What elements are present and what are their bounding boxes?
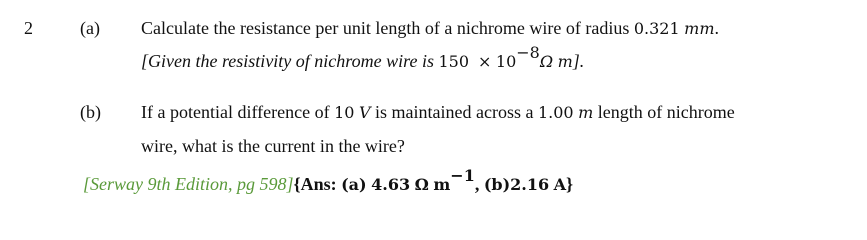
voltage-unit: V [358,103,371,122]
reference-line [83,166,574,196]
part-b-question [141,101,735,124]
ohm-symbol: Ω [539,52,554,71]
radius-unit: mm [684,19,715,38]
answer-comma: , [474,174,484,194]
answer-b-label: (b) [483,175,511,194]
given-pre: [Given the resistivity of nichrome wire is [141,51,439,71]
answer-a-exponent: −1 [450,166,475,185]
answer-a-ohm: Ω [414,175,429,194]
meter-unit: m [557,52,573,71]
answer-close: } [566,174,574,194]
part-a-given [141,43,585,73]
answer-open: {Ans: [293,174,342,194]
exponent: −8 [516,43,540,62]
part-a-label: (a) [80,18,100,38]
length-unit: m [578,103,594,122]
times-sign: × [478,52,492,71]
part-b-text-pre: If a potential difference of [141,102,335,122]
question-number: 2 [24,18,33,38]
part-b-label: (b) [80,102,101,122]
given-post: ]. [572,51,585,71]
source-citation: [Serway 9th Edition, pg 598] [83,174,294,194]
ten-base: 10 [495,52,517,71]
part-a-text-pre: Calculate the resistance per unit length of a nichrome wire of radius [141,18,634,38]
answer-a-label: (a) [341,175,367,194]
resistivity-coeff: 150 [438,52,469,71]
answer-b-value: 2.16 [510,175,550,194]
part-b-text-post: length of nichrome [593,102,735,122]
radius-value: 0.321 [633,19,680,38]
part-a-question [141,17,719,40]
answer-b-unit: A [553,175,567,194]
part-b-text-mid: is maintained across a [370,102,538,122]
voltage-value: 10 [334,103,355,122]
answer-a-value: 4.63 [371,175,411,194]
part-a-text-post: . [714,18,719,38]
part-b-question-line2: wire, what is the current in the wire? [141,136,405,156]
length-value: 1.00 [537,103,574,122]
answer-a-unit: m [433,175,451,194]
